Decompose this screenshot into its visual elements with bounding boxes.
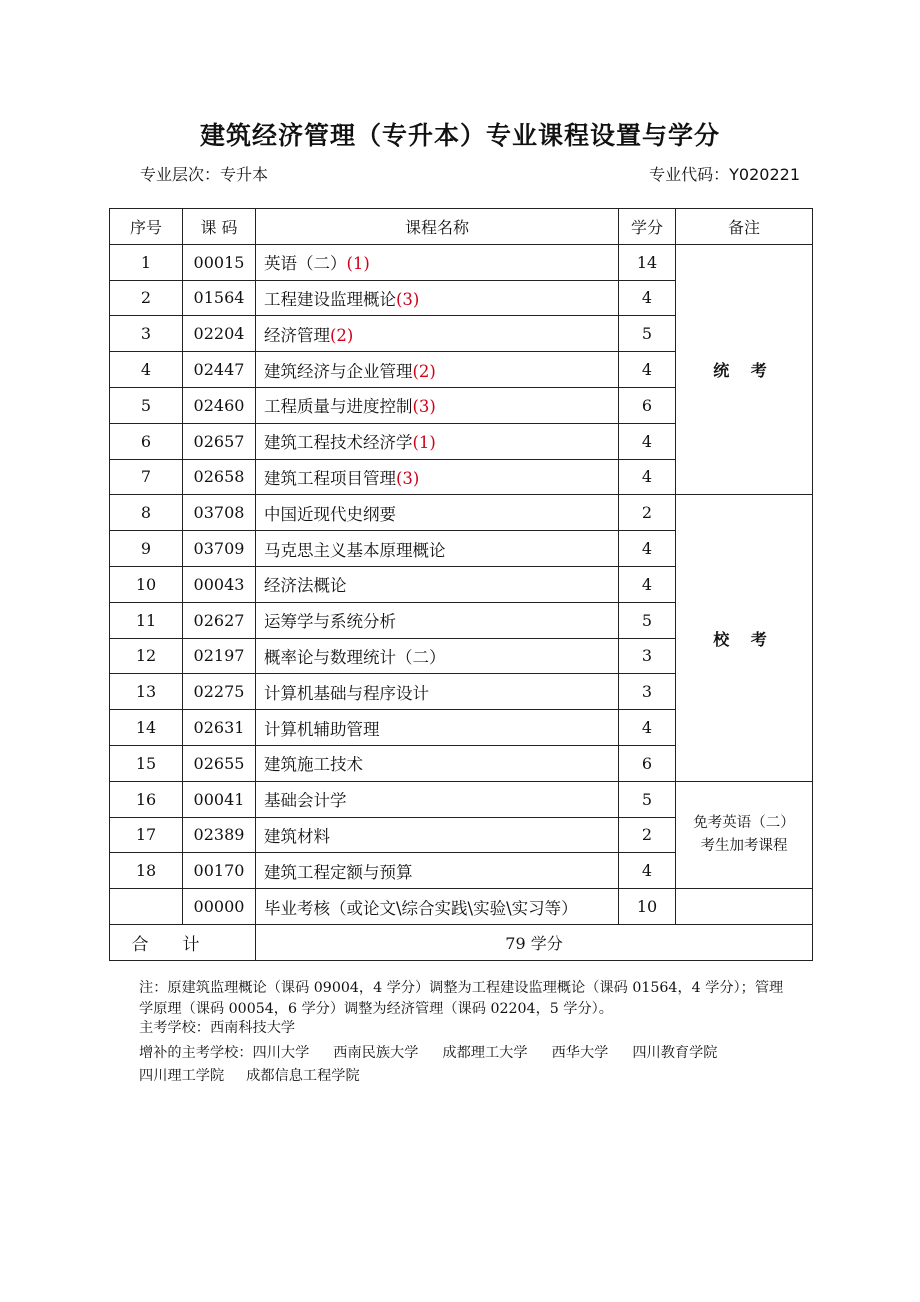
row-name-cell xyxy=(256,602,619,638)
row-mark: (2) xyxy=(412,361,436,381)
col-header-seq: 序号 xyxy=(110,209,183,245)
row-name: 马克思主义基本原理概论 xyxy=(264,540,446,560)
row-credit: 14 xyxy=(619,244,676,280)
table-row xyxy=(110,781,813,817)
row-name-cell xyxy=(256,352,619,388)
row-seq: 8 xyxy=(110,495,183,531)
row-name-cell xyxy=(256,817,619,853)
row-name: 建筑材料 xyxy=(264,826,330,846)
note-label: 统 考 xyxy=(713,361,775,381)
row-credit: 4 xyxy=(619,423,676,459)
row-mark: (2) xyxy=(330,325,354,345)
row-name-cell xyxy=(256,423,619,459)
row-code: 02657 xyxy=(183,423,256,459)
row-code: 02460 xyxy=(183,387,256,423)
table-row xyxy=(110,244,813,280)
school-item: 西南民族大学 xyxy=(333,1045,419,1061)
row-mark: (3) xyxy=(412,397,436,417)
row-code: 02204 xyxy=(183,316,256,352)
row-code: 02658 xyxy=(183,459,256,495)
row-code: 00170 xyxy=(183,853,256,889)
row-name-cell xyxy=(256,280,619,316)
row-name: 建筑工程项目管理 xyxy=(264,468,396,488)
row-name-cell xyxy=(256,531,619,567)
row-seq: 14 xyxy=(110,710,183,746)
row-credit: 10 xyxy=(619,889,676,925)
note-school-exam xyxy=(676,495,813,781)
row-name-cell xyxy=(256,889,619,925)
row-code: 02197 xyxy=(183,638,256,674)
row-code: 03709 xyxy=(183,531,256,567)
row-credit: 5 xyxy=(619,781,676,817)
row-credit: 4 xyxy=(619,280,676,316)
col-header-name: 课程名称 xyxy=(256,209,619,245)
row-name-cell xyxy=(256,710,619,746)
row-name-cell xyxy=(256,853,619,889)
table-row xyxy=(110,889,813,925)
school-item: 西华大学 xyxy=(551,1045,609,1061)
row-code: 02275 xyxy=(183,674,256,710)
school-item: 四川大学 xyxy=(252,1045,310,1061)
school-item: 四川教育学院 xyxy=(632,1045,718,1061)
row-name: 运筹学与系统分析 xyxy=(264,612,396,632)
row-seq: 13 xyxy=(110,674,183,710)
row-code: 02627 xyxy=(183,602,256,638)
col-header-credit: 学分 xyxy=(619,209,676,245)
added-schools-line2 xyxy=(139,1066,787,1087)
row-name: 基础会计学 xyxy=(264,791,347,811)
row-seq: 3 xyxy=(110,316,183,352)
row-code: 01564 xyxy=(183,280,256,316)
row-name: 经济管理 xyxy=(264,325,330,345)
row-name-cell xyxy=(256,638,619,674)
row-seq: 11 xyxy=(110,602,183,638)
note-line: 免考英语（二） xyxy=(693,814,795,831)
table-row xyxy=(110,495,813,531)
page-title: 建筑经济管理（专升本）专业课程设置与学分 xyxy=(199,121,720,150)
row-name: 建筑工程技术经济学 xyxy=(264,433,413,453)
row-name: 英语（二） xyxy=(264,254,347,274)
row-code: 02447 xyxy=(183,352,256,388)
added-schools-line1 xyxy=(139,1043,787,1064)
major-level: 专业层次：专升本 xyxy=(140,165,269,184)
note-label: 校 考 xyxy=(713,629,775,649)
row-name: 计算机辅助管理 xyxy=(264,719,380,739)
col-header-note: 备注 xyxy=(676,209,813,245)
table-header-row xyxy=(110,209,813,245)
row-seq xyxy=(110,889,183,925)
row-name-cell xyxy=(256,459,619,495)
row-name: 建筑经济与企业管理 xyxy=(264,361,413,381)
row-name-cell xyxy=(256,674,619,710)
row-credit: 4 xyxy=(619,566,676,602)
row-seq: 7 xyxy=(110,459,183,495)
row-credit: 3 xyxy=(619,638,676,674)
row-name: 概率论与数理统计（二） xyxy=(264,647,446,667)
row-credit: 3 xyxy=(619,674,676,710)
row-credit: 6 xyxy=(619,387,676,423)
row-code: 00043 xyxy=(183,566,256,602)
row-seq: 10 xyxy=(110,566,183,602)
row-name-cell xyxy=(256,781,619,817)
row-seq: 4 xyxy=(110,352,183,388)
row-mark: (1) xyxy=(412,433,436,453)
row-credit: 2 xyxy=(619,495,676,531)
note-extra-courses xyxy=(676,781,813,888)
row-code: 00041 xyxy=(183,781,256,817)
row-credit: 5 xyxy=(619,602,676,638)
school-item: 四川理工学院 xyxy=(139,1068,225,1084)
row-name: 建筑工程定额与预算 xyxy=(264,862,413,882)
row-name-cell xyxy=(256,244,619,280)
row-code: 00015 xyxy=(183,244,256,280)
row-credit: 5 xyxy=(619,316,676,352)
row-seq: 16 xyxy=(110,781,183,817)
row-mark: (3) xyxy=(396,468,420,488)
row-name-cell xyxy=(256,495,619,531)
row-credit: 4 xyxy=(619,459,676,495)
note-unified-exam xyxy=(676,244,813,495)
row-name: 中国近现代史纲要 xyxy=(264,504,396,524)
row-code: 02655 xyxy=(183,745,256,781)
row-mark: (3) xyxy=(396,289,420,309)
col-header-code: 课 码 xyxy=(183,209,256,245)
row-name-cell xyxy=(256,745,619,781)
row-name: 建筑施工技术 xyxy=(264,755,363,775)
row-credit: 4 xyxy=(619,352,676,388)
row-seq: 9 xyxy=(110,531,183,567)
row-seq: 17 xyxy=(110,817,183,853)
row-seq: 12 xyxy=(110,638,183,674)
school-item: 成都理工大学 xyxy=(442,1045,528,1061)
total-label: 合计 xyxy=(110,924,256,960)
row-code: 02631 xyxy=(183,710,256,746)
row-name-cell xyxy=(256,387,619,423)
school-item: 成都信息工程学院 xyxy=(246,1068,360,1084)
row-seq: 2 xyxy=(110,280,183,316)
main-school: 主考学校：西南科技大学 xyxy=(139,1020,296,1036)
row-code: 03708 xyxy=(183,495,256,531)
row-code: 02389 xyxy=(183,817,256,853)
row-name: 工程质量与进度控制 xyxy=(264,397,413,417)
added-schools-label: 增补的主考学校： xyxy=(139,1045,253,1061)
row-name: 工程建设监理概论 xyxy=(264,289,396,309)
total-value: 79 学分 xyxy=(256,924,813,960)
row-credit: 4 xyxy=(619,710,676,746)
major-code: 专业代码：Y020221 xyxy=(649,165,800,184)
row-seq: 1 xyxy=(110,244,183,280)
row-name: 毕业考核（或论文\综合实践\实验\实习等） xyxy=(264,898,578,918)
row-credit: 6 xyxy=(619,745,676,781)
row-credit: 4 xyxy=(619,853,676,889)
row-mark: (1) xyxy=(346,254,370,274)
row-name: 计算机基础与程序设计 xyxy=(264,683,429,703)
row-name-cell xyxy=(256,316,619,352)
row-name: 经济法概论 xyxy=(264,576,347,596)
note-line: 考生加考课程 xyxy=(700,837,788,854)
row-seq: 15 xyxy=(110,745,183,781)
course-table xyxy=(109,208,813,961)
row-credit: 2 xyxy=(619,817,676,853)
row-credit: 4 xyxy=(619,531,676,567)
row-seq: 6 xyxy=(110,423,183,459)
note-empty xyxy=(676,889,813,925)
row-name-cell xyxy=(256,566,619,602)
row-seq: 18 xyxy=(110,853,183,889)
total-row xyxy=(110,924,813,960)
row-seq: 5 xyxy=(110,387,183,423)
row-code: 00000 xyxy=(183,889,256,925)
footer-note: 注：原建筑监理概论（课码 09004，4 学分）调整为工程建设监理概论（课码 01564，4 学分）；管理学原理（课码 00054，6 学分）调整为经济管理（课码 02204，5 学分）。 xyxy=(139,980,784,1017)
